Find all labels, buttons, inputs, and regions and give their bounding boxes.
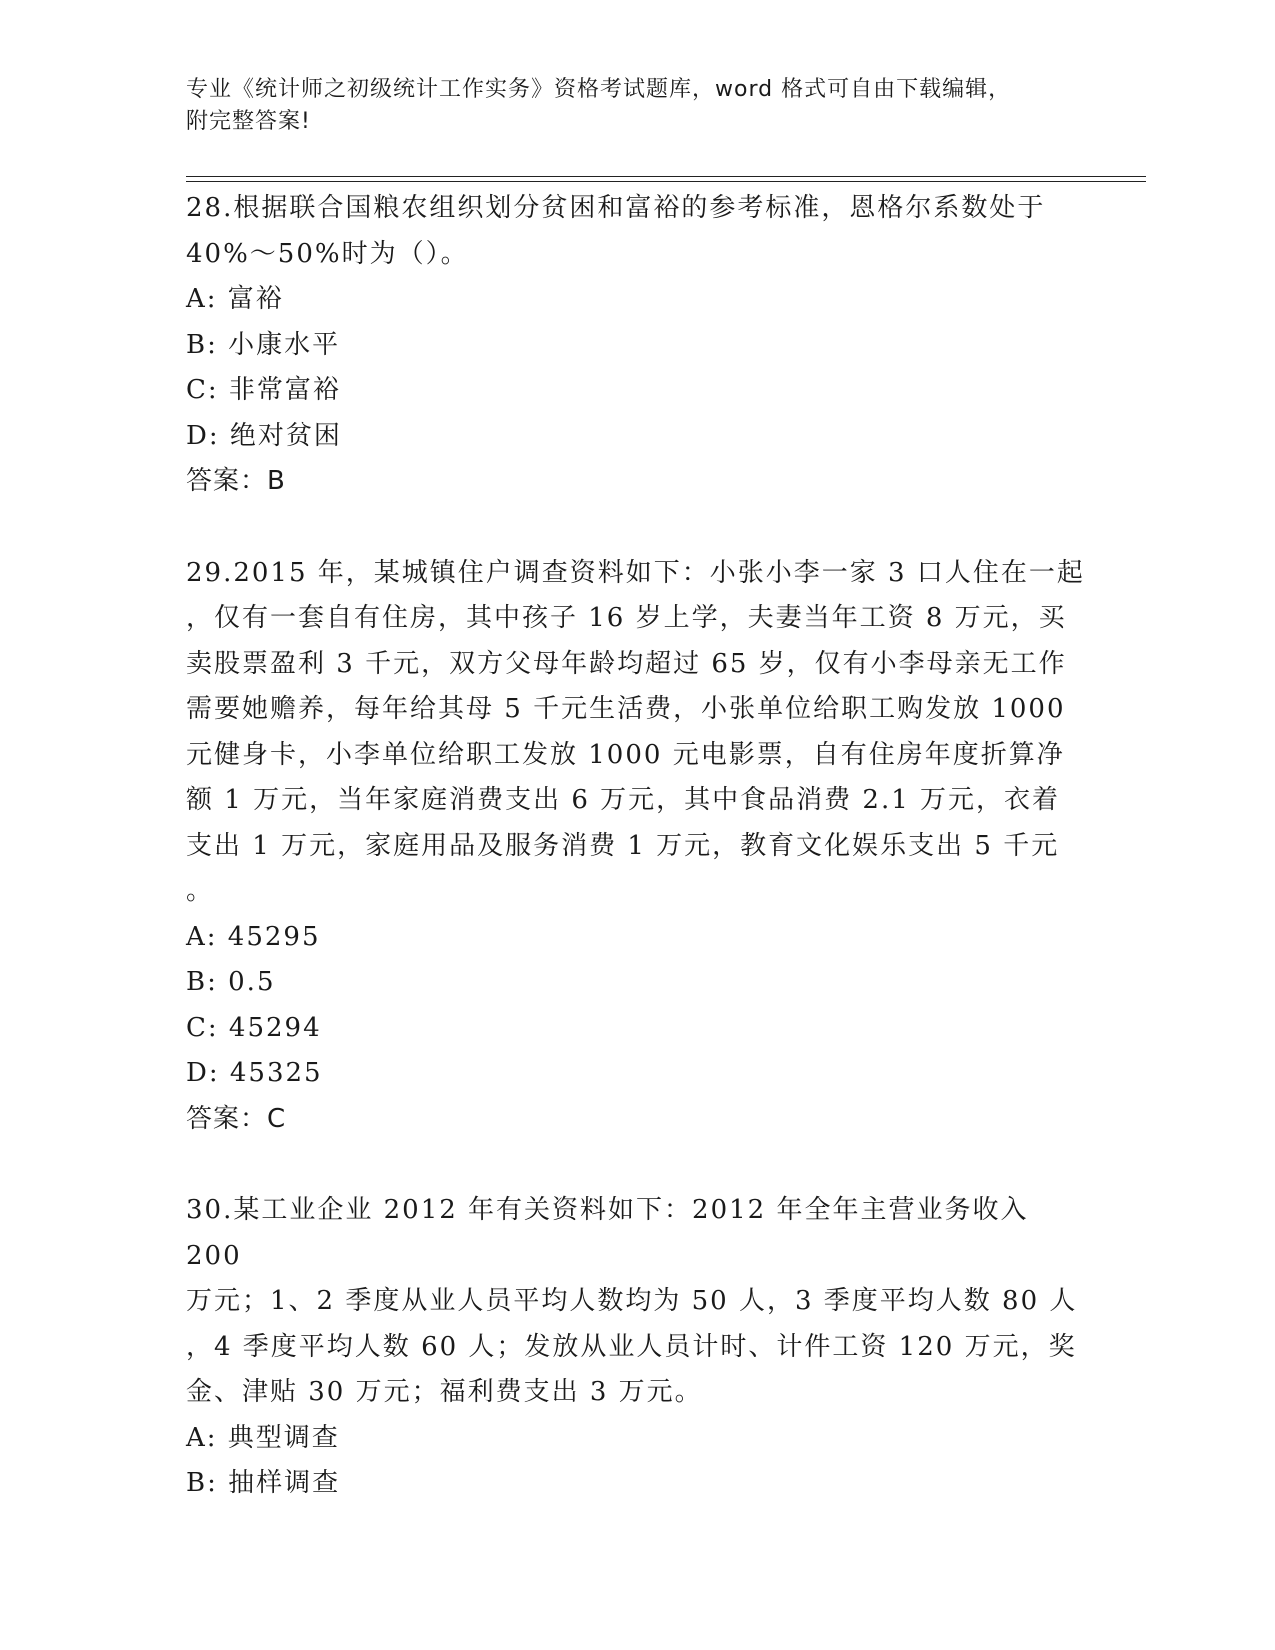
question-text-line: 支出 1 万元，家庭用品及服务消费 1 万元，教育文化娱乐支出 5 千元: [186, 830, 1060, 861]
option-c: C: 45294: [186, 1012, 322, 1043]
header-line-1: 专业《统计师之初级统计工作实务》资格考试题库，word 格式可自由下载编辑，: [186, 77, 1012, 102]
question-text-line: 40%～50%时为（）。: [186, 238, 469, 269]
header-rule-top: [186, 176, 1146, 177]
question-text-line: ，仅有一套自有住房，其中孩子 16 岁上学，夫妻当年工资 8 万元，买: [186, 603, 1067, 633]
question-28: [186, 186, 1086, 505]
option-b: B: 0.5: [186, 967, 276, 997]
question-text-line: 额 1 万元，当年家庭消费支出 6 万元，其中食品消费 2.1 万元，衣着: [186, 785, 1061, 815]
option-d: D: 45325: [186, 1058, 323, 1088]
question-30-text: [186, 1188, 1086, 1416]
question-text-line: 万元；1、2 季度从业人员平均人数均为 50 人，3 季度平均人数 80 人: [186, 1286, 1078, 1316]
header-rule-bottom: [186, 181, 1146, 182]
question-text-line: ，4 季度平均人数 60 人；发放从业人员计时、计件工资 120 万元，奖: [186, 1331, 1077, 1362]
option-b: B: 小康水平: [186, 329, 341, 360]
document-header: [186, 74, 1066, 138]
question-text-line: 28.根据联合国粮农组织划分贫困和富裕的参考标准，恩格尔系数处于: [186, 193, 1046, 223]
question-28-text: [186, 186, 1086, 277]
question-30: [186, 1188, 1086, 1507]
header-line-2: 附完整答案!: [186, 109, 311, 134]
question-text-line: 30.某工业企业 2012 年有关资料如下：2012 年全年主营业务收入 200: [186, 1195, 1029, 1271]
option-a: A: 富裕: [186, 284, 284, 314]
question-29-text: [186, 551, 1086, 915]
option-a: A: 典型调查: [186, 1422, 340, 1453]
spacer: [186, 1142, 1086, 1188]
answer: 答案：C: [186, 1103, 287, 1134]
spacer: [186, 505, 1086, 551]
question-text-line: 29.2015 年，某城镇住户调查资料如下：小张小李一家 3 口人住在一起: [186, 557, 1085, 588]
question-list: [186, 186, 1086, 1507]
question-text-line: 需要她赡养，每年给其母 5 千元生活费，小张单位给职工购发放 1000: [186, 694, 1066, 724]
question-29: [186, 551, 1086, 1143]
option-a: A: 45295: [186, 921, 321, 952]
question-text-line: 金、津贴 30 万元；福利费支出 3 万元。: [186, 1377, 703, 1407]
question-text-line: 卖股票盈利 3 千元，双方父母年龄均超过 65 岁，仅有小李母亲无工作: [186, 648, 1067, 679]
question-text-line: 元健身卡，小李单位给职工发放 1000 元电影票，自有住房年度折算净: [186, 739, 1065, 770]
option-c: C: 非常富裕: [186, 375, 341, 405]
question-text-line: 。: [186, 876, 215, 906]
option-b: B: 抽样调查: [186, 1468, 341, 1498]
answer: 答案：B: [186, 466, 286, 496]
option-d: D: 绝对贫困: [186, 420, 342, 451]
